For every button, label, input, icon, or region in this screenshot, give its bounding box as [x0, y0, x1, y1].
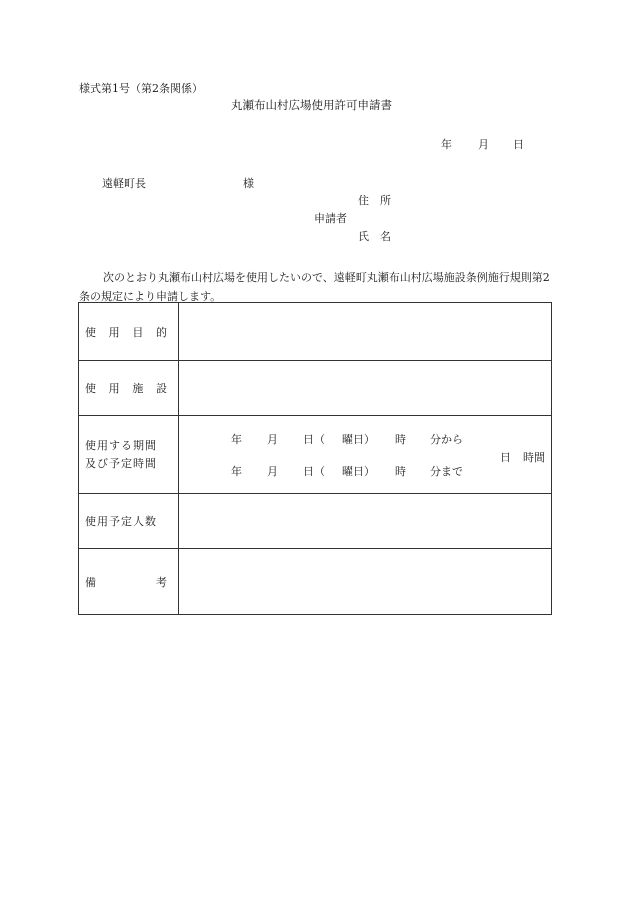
duration-hours: 時間: [523, 450, 545, 464]
end-day: 日（: [303, 464, 325, 478]
start-hour: 時: [395, 432, 406, 446]
start-day: 日（: [303, 432, 325, 446]
form-title: 丸瀬布山村広場使用許可申請書: [231, 98, 392, 112]
remarks-label-char: 備: [85, 575, 96, 589]
duration-day: 日: [500, 450, 511, 464]
end-year: 年: [231, 464, 242, 478]
remarks-value[interactable]: [179, 549, 552, 615]
name-label: 氏 名: [358, 230, 391, 243]
facility-label-char: 使: [85, 382, 96, 395]
application-statement: 次のとおり丸瀬布山村広場を使用したいので、遠軽町丸瀬布山村広場施設条例施行規則第2条の規定により申請します。: [79, 271, 550, 303]
end-hour: 時: [395, 464, 406, 478]
date-year-label: 年: [441, 138, 452, 151]
people-value[interactable]: [179, 494, 552, 549]
people-row: [79, 494, 552, 549]
start-month: 月: [267, 432, 278, 446]
facility-value[interactable]: [179, 361, 552, 416]
purpose-row: [79, 303, 552, 361]
purpose-value[interactable]: [179, 303, 552, 361]
purpose-label-char: 目: [132, 325, 144, 339]
facility-label-char: 施: [132, 382, 144, 395]
start-year: 年: [231, 432, 242, 446]
address-label: 住 所: [358, 194, 391, 207]
addressee-name: 遠軽町長: [102, 177, 146, 190]
purpose-label-char: 使: [85, 325, 96, 339]
period-row: [79, 416, 552, 494]
purpose-label-char: 的: [155, 325, 167, 339]
period-end: [231, 463, 463, 479]
period-duration: [500, 449, 545, 465]
purpose-label: [79, 303, 179, 361]
remarks-row: [79, 549, 552, 615]
period-label: [79, 416, 179, 494]
people-label-text: 使用予定人数: [85, 515, 157, 528]
end-minute: 分まで: [430, 464, 463, 478]
facility-row: [79, 361, 552, 416]
start-weekday: 曜日）: [342, 432, 375, 446]
facility-label-char: 用: [108, 382, 120, 395]
facility-label: [79, 361, 179, 416]
facility-label-char: 設: [155, 382, 167, 395]
people-label: [79, 494, 179, 549]
application-table: [78, 302, 552, 615]
period-label-line-1: 使用する期間: [85, 438, 157, 452]
addressee-honorific: 様: [243, 177, 254, 190]
end-month: 月: [267, 464, 278, 478]
remarks-label-char: 考: [156, 575, 167, 589]
start-minute: 分から: [430, 432, 463, 446]
period-value[interactable]: [179, 416, 552, 494]
period-label-line-2: 及び予定時間: [85, 456, 157, 470]
end-weekday: 曜日）: [342, 464, 375, 478]
form-number: 様式第1号（第2条関係）: [79, 82, 203, 95]
purpose-label-char: 用: [108, 325, 120, 339]
period-start: [231, 431, 463, 447]
remarks-label: [79, 549, 179, 615]
date-month-label: 月: [478, 138, 489, 151]
date-day-label: 日: [513, 138, 524, 151]
applicant-label: 申請者: [314, 212, 347, 225]
